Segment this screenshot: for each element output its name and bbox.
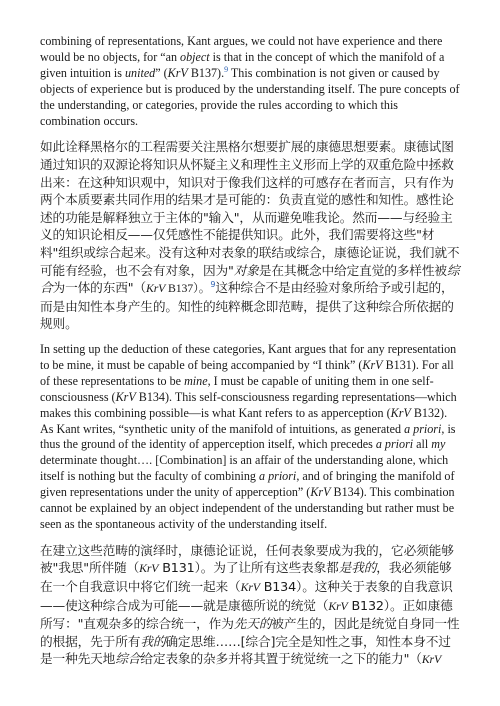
footnote-link[interactable]: 9 [210, 279, 216, 289]
footnote-link[interactable]: 9 [224, 64, 229, 74]
paragraph-english-2: In setting up the deduction of these categories, Kant argues that for any representation to be mine, it must be capable of being accompanied by “I think” (KrV B131). For all of these representations to be mine, I must be capable of uniting them in one self-consciousness (KrV B134). This self-consciousness regarding representations—which makes this combining possible—is what Kant refers to as apperception (KrV B132). As Kant writes, “synthetic unity of the manifold of intuitions, as generated a priori, is thus the ground of the identity of apperception itself, which precedes a priori all my determinate thought…. [Combination] is an affair of the understanding alone, which itself is nothing but the faculty of combining a priori, and of bringing the manifold of given representations under the unity of apperception” (KrV B134). This combination cannot be explained by an object independent of the understanding but rather must be seen as the spontaneous activity of the understanding itself. [40, 341, 457, 531]
paragraph-chinese-1: 如此诠释黑格尔的工程需要关注黑格尔想要扩展的康德思想要素。康德试图通过知识的双源论将知识从怀疑主义和理性主义形而上学的双重危险中拯救出来：在这种知识观中，知识对于像我们这样的可感存在者而言，只有作为两个本质要素共同作用的结果才是可能的：负责直觉的感性和知性。感性论述的功能是解释独立于主体的"输入"，从而避免唯我论。然而——与经验主义的知识论相反——仅凭感性不能提供知识。此外，我们需要将这些"材料"组织或综合起来。没有这种对表象的联结或综合，康德论证说，我们就不可能有经验，也不会有对象，因为"对象是在其概念中给定直觉的多样性被综合为一体的东西"（KrV B137）。$^9$这种综合不是由经验对象所给予或引起的，而是由知性本身产生的。知性的纯粹概念即范畴，提供了这种综合所依据的规则。 [40, 139, 460, 332]
paragraph-english-1: combining of representations, Kant argues, we could not have experience and there would be no objects, for “an object is that in the concept of which the manifold of a given intuition is united” (KrV B137).$^9$ This combination is not given or caused by objects of experience but is produced by the understanding itself. The pure concepts of the understanding, or categories, provide the rules according to which this combination occurs. [40, 34, 460, 128]
paragraph-chinese-2: 在建立这些范畴的演绎时，康德论证说，任何表象要成为我的，它必须能够被"我思"所伴随（KrV B131）。为了让所有这些表象都是我的，我必须能够在一个自我意识中将它们统一起来（KrV B134）。这种关于表象的自我意识——使这种综合成为可能——就是康德所说的统觉（KrV B132）。正如康德所写："直观杂多的综合统一，作为先天的被产生的，因此是统觉自身同一性的根据，先于所有我的确定思维……[综合]完全是知性之事，知性本身不过是一种先天地综合给定表象的杂多并将其置于统觉统一之下的能力"（KrV [40, 542, 460, 667]
